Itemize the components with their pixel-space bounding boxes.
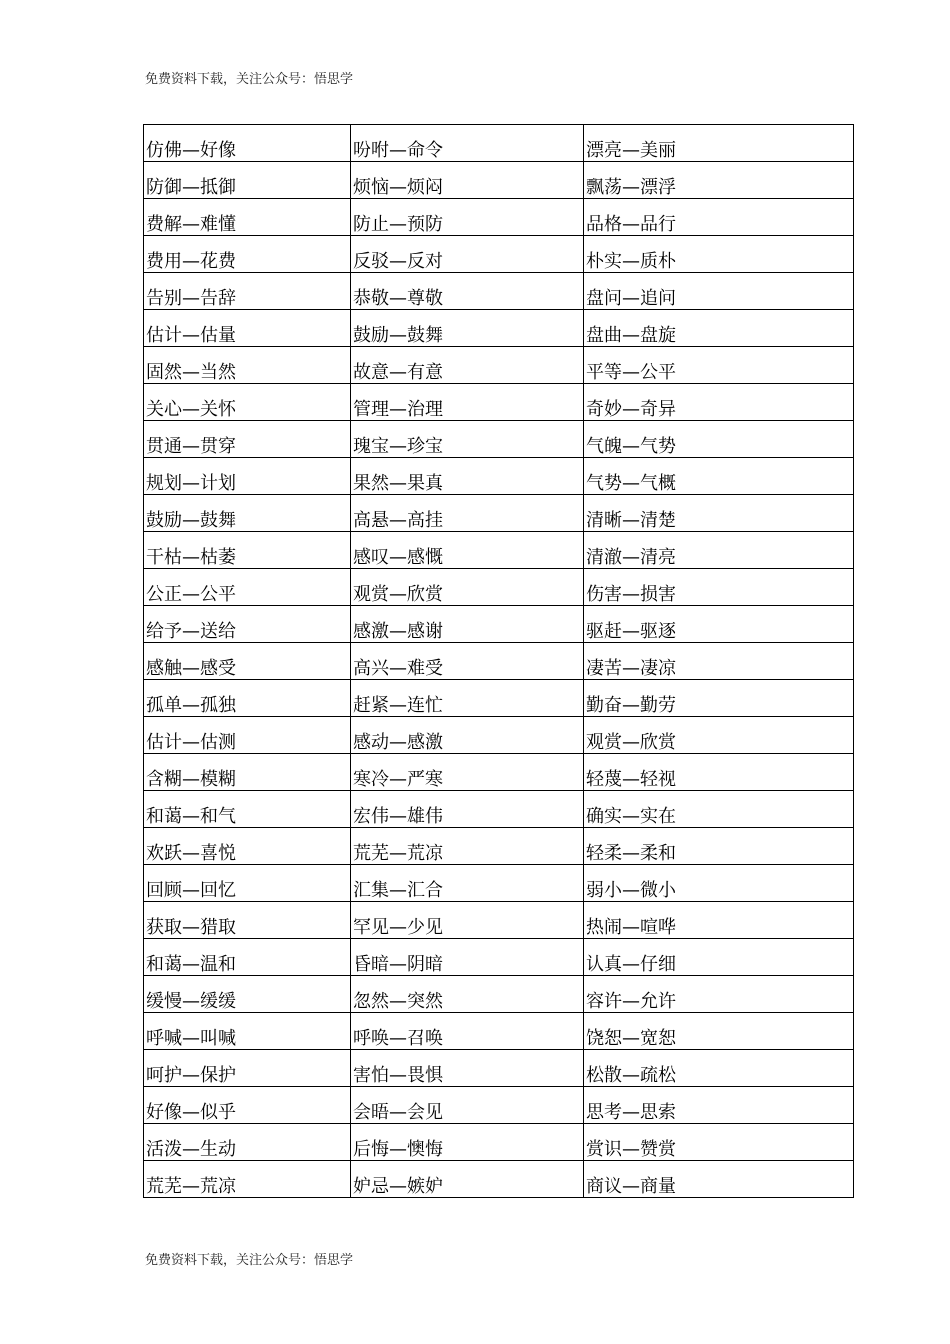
synonym-pair: 昏暗—阴暗 [353, 954, 443, 975]
synonym-pair: 品格—品行 [586, 214, 676, 235]
table-cell [144, 495, 351, 532]
synonym-pair: 仿佛—好像 [146, 140, 236, 161]
synonym-pair: 固然—当然 [146, 362, 236, 383]
synonym-pair: 清晰—清楚 [586, 510, 676, 531]
table-row [144, 273, 854, 310]
synonym-pair: 寒冷—严寒 [353, 769, 443, 790]
table-cell [584, 125, 854, 162]
table-row [144, 865, 854, 902]
synonym-pair: 朴实—质朴 [586, 251, 676, 272]
table-cell [584, 643, 854, 680]
table-cell [144, 902, 351, 939]
synonym-pair: 估计—估测 [146, 732, 236, 753]
table-cell [584, 458, 854, 495]
table-row [144, 1161, 854, 1198]
table-cell [351, 125, 584, 162]
table-cell [144, 532, 351, 569]
table-cell [144, 569, 351, 606]
table-row [144, 902, 854, 939]
synonym-pair: 贯通—贯穿 [146, 436, 236, 457]
synonym-pair: 驱赶—驱逐 [586, 621, 676, 642]
table-cell [584, 495, 854, 532]
table-row [144, 162, 854, 199]
table-row [144, 828, 854, 865]
table-cell [144, 421, 351, 458]
table-cell [351, 384, 584, 421]
table-cell [144, 236, 351, 273]
table-cell [584, 532, 854, 569]
table-cell [584, 865, 854, 902]
synonym-pair: 气势—气概 [586, 473, 676, 494]
table-cell [351, 1013, 584, 1050]
table-cell [144, 125, 351, 162]
table-cell [351, 236, 584, 273]
table-cell [584, 939, 854, 976]
synonym-pair: 会晤—会见 [353, 1102, 443, 1123]
synonym-pair: 瑰宝—珍宝 [353, 436, 443, 457]
table-cell [584, 1161, 854, 1198]
table-row [144, 236, 854, 273]
synonym-pair: 费解—难懂 [146, 214, 236, 235]
table-cell [584, 976, 854, 1013]
table-cell [144, 976, 351, 1013]
table-cell [584, 421, 854, 458]
synonym-pair: 鼓励—鼓舞 [146, 510, 236, 531]
table-cell [144, 717, 351, 754]
synonym-pair: 盘曲—盘旋 [586, 325, 676, 346]
table-row [144, 976, 854, 1013]
table-cell [584, 162, 854, 199]
synonym-pair: 宏伟—雄伟 [353, 806, 443, 827]
table-cell [584, 902, 854, 939]
synonym-pair: 轻柔—柔和 [586, 843, 676, 864]
synonym-pair: 感激—感谢 [353, 621, 443, 642]
table-cell [584, 347, 854, 384]
table-row [144, 421, 854, 458]
synonym-pair: 呼唤—召唤 [353, 1028, 443, 1049]
table-cell [584, 273, 854, 310]
synonym-pair: 后悔—懊悔 [353, 1139, 443, 1160]
table-cell [144, 1013, 351, 1050]
table-row [144, 532, 854, 569]
table-cell [351, 1050, 584, 1087]
table-cell [584, 310, 854, 347]
synonym-pair: 故意—有意 [353, 362, 443, 383]
table-cell [351, 310, 584, 347]
footer-note: 免费资料下载，关注公众号：悟思学 [145, 1253, 354, 1268]
table-cell [584, 717, 854, 754]
table-cell [144, 347, 351, 384]
synonym-table-body [144, 125, 854, 1198]
synonym-pair: 平等—公平 [586, 362, 676, 383]
table-cell [584, 384, 854, 421]
synonym-pair: 果然—果真 [353, 473, 443, 494]
synonym-pair: 孤单—孤独 [146, 695, 236, 716]
table-row [144, 643, 854, 680]
synonym-pair: 活泼—生动 [146, 1139, 236, 1160]
table-cell [351, 606, 584, 643]
table-cell [351, 902, 584, 939]
synonym-pair: 汇集—汇合 [353, 880, 443, 901]
synonym-pair: 呼喊—叫喊 [146, 1028, 236, 1049]
table-cell [351, 828, 584, 865]
table-cell [351, 532, 584, 569]
table-row [144, 791, 854, 828]
table-row [144, 1050, 854, 1087]
table-row [144, 125, 854, 162]
synonym-pair: 感触—感受 [146, 658, 236, 679]
table-row [144, 606, 854, 643]
table-cell [351, 347, 584, 384]
table-row [144, 717, 854, 754]
synonym-pair: 高悬—高挂 [353, 510, 443, 531]
table-cell [351, 421, 584, 458]
table-row [144, 1013, 854, 1050]
synonym-pair: 和蔼—温和 [146, 954, 236, 975]
table-cell [351, 939, 584, 976]
synonym-pair: 告别—告辞 [146, 288, 236, 309]
table-cell [584, 199, 854, 236]
table-cell [584, 606, 854, 643]
synonym-pair: 奇妙—奇异 [586, 399, 676, 420]
table-cell [351, 791, 584, 828]
table-cell [584, 1013, 854, 1050]
synonym-pair: 费用—花费 [146, 251, 236, 272]
table-cell [351, 199, 584, 236]
table-cell [584, 1050, 854, 1087]
table-cell [351, 865, 584, 902]
synonym-pair: 盘问—追问 [586, 288, 676, 309]
synonym-pair: 商议—商量 [586, 1176, 676, 1197]
table-row [144, 569, 854, 606]
table-cell [584, 680, 854, 717]
table-cell [351, 495, 584, 532]
synonym-pair: 防止—预防 [353, 214, 443, 235]
synonym-pair: 害怕—畏惧 [353, 1065, 443, 1086]
table-row [144, 199, 854, 236]
synonym-pair: 荒芜—荒凉 [353, 843, 443, 864]
table-cell [144, 1124, 351, 1161]
table-cell [584, 754, 854, 791]
table-cell [584, 1124, 854, 1161]
table-cell [584, 569, 854, 606]
synonym-pair: 饶恕—宽恕 [586, 1028, 676, 1049]
synonym-pair: 赏识—赞赏 [586, 1139, 676, 1160]
synonym-pair: 高兴—难受 [353, 658, 443, 679]
table-cell [144, 791, 351, 828]
synonym-pair: 给予—送给 [146, 621, 236, 642]
table-cell [584, 828, 854, 865]
table-cell [351, 680, 584, 717]
synonym-pair: 弱小—微小 [586, 880, 676, 901]
synonym-pair: 公正—公平 [146, 584, 236, 605]
synonym-pair: 呵护—保护 [146, 1065, 236, 1086]
synonym-pair: 赶紧—连忙 [353, 695, 443, 716]
table-cell [144, 1050, 351, 1087]
table-cell [144, 865, 351, 902]
synonym-pair: 好像—似乎 [146, 1102, 236, 1123]
synonym-pair: 认真—仔细 [586, 954, 676, 975]
table-cell [144, 754, 351, 791]
synonym-pair: 防御—抵御 [146, 177, 236, 198]
synonym-pair: 气魄—气势 [586, 436, 676, 457]
table-cell [351, 1124, 584, 1161]
table-cell [584, 236, 854, 273]
synonym-pair: 热闹—喧哗 [586, 917, 676, 938]
table-cell [351, 1161, 584, 1198]
table-cell [144, 828, 351, 865]
table-row [144, 495, 854, 532]
synonym-pair: 干枯—枯萎 [146, 547, 236, 568]
table-cell [144, 199, 351, 236]
table-cell [144, 310, 351, 347]
synonym-pair: 忽然—突然 [353, 991, 443, 1012]
synonym-pair: 勤奋—勤劳 [586, 695, 676, 716]
synonym-pair: 吩咐—命令 [353, 140, 443, 161]
table-cell [144, 606, 351, 643]
table-row [144, 458, 854, 495]
table-cell [351, 643, 584, 680]
synonym-pair: 妒忌—嫉妒 [353, 1176, 443, 1197]
synonym-pair: 漂亮—美丽 [586, 140, 676, 161]
table-cell [144, 458, 351, 495]
synonym-pair: 关心—关怀 [146, 399, 236, 420]
table-cell [351, 569, 584, 606]
table-cell [144, 643, 351, 680]
synonym-pair: 欢跃—喜悦 [146, 843, 236, 864]
synonym-pair: 容许—允许 [586, 991, 676, 1012]
table-cell [144, 273, 351, 310]
synonym-pair: 规划—计划 [146, 473, 236, 494]
synonym-pair: 凄苦—凄凉 [586, 658, 676, 679]
table-cell [351, 717, 584, 754]
synonym-pair: 轻蔑—轻视 [586, 769, 676, 790]
synonym-pair: 估计—估量 [146, 325, 236, 346]
table-cell [144, 162, 351, 199]
synonym-pair: 飘荡—漂浮 [586, 177, 676, 198]
synonym-pair: 恭敬—尊敬 [353, 288, 443, 309]
synonym-pair: 思考—思索 [586, 1102, 676, 1123]
table-cell [351, 976, 584, 1013]
table-row [144, 384, 854, 421]
synonym-pair: 荒芜—荒凉 [146, 1176, 236, 1197]
table-cell [144, 1161, 351, 1198]
synonym-pair: 缓慢—缓缓 [146, 991, 236, 1012]
synonym-table [143, 124, 854, 1198]
table-cell [144, 680, 351, 717]
table-row [144, 1124, 854, 1161]
table-cell [351, 162, 584, 199]
header-note: 免费资料下载，关注公众号：悟思学 [145, 72, 354, 87]
synonym-pair: 松散—疏松 [586, 1065, 676, 1086]
synonym-pair: 观赏—欣赏 [353, 584, 443, 605]
table-row [144, 310, 854, 347]
synonym-pair: 感叹—感慨 [353, 547, 443, 568]
table-cell [144, 384, 351, 421]
synonym-pair: 感动—感激 [353, 732, 443, 753]
synonym-pair: 含糊—模糊 [146, 769, 236, 790]
table-cell [351, 754, 584, 791]
synonym-pair: 确实—实在 [586, 806, 676, 827]
synonym-pair: 反驳—反对 [353, 251, 443, 272]
table-row [144, 1087, 854, 1124]
synonym-pair: 和蔼—和气 [146, 806, 236, 827]
table-cell [351, 458, 584, 495]
synonym-pair: 罕见—少见 [353, 917, 443, 938]
table-cell [144, 1087, 351, 1124]
table-cell [584, 791, 854, 828]
synonym-pair: 回顾—回忆 [146, 880, 236, 901]
synonym-pair: 伤害—损害 [586, 584, 676, 605]
synonym-pair: 管理—治理 [353, 399, 443, 420]
table-row [144, 347, 854, 384]
synonym-pair: 清澈—清亮 [586, 547, 676, 568]
table-cell [351, 273, 584, 310]
table-row [144, 680, 854, 717]
synonym-pair: 观赏—欣赏 [586, 732, 676, 753]
table-row [144, 939, 854, 976]
synonym-pair: 烦恼—烦闷 [353, 177, 443, 198]
synonym-pair: 获取—猎取 [146, 917, 236, 938]
table-cell [584, 1087, 854, 1124]
table-row [144, 754, 854, 791]
table-cell [144, 939, 351, 976]
synonym-pair: 鼓励—鼓舞 [353, 325, 443, 346]
table-cell [351, 1087, 584, 1124]
